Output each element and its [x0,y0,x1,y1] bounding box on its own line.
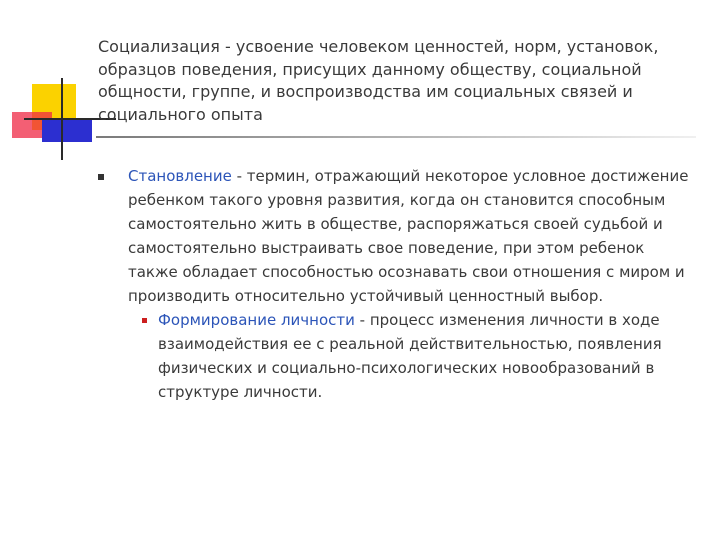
square-bullet-icon [98,174,104,180]
term-becoming: Становление [128,167,232,185]
slide-title: Социализация - усвоение человеком ценностей, норм, установок, образцов поведения, присущих данному обществу, социальной общности, группе, и воспроизводства им социальных связей и социального опыта [98,37,659,124]
title-divider [96,136,696,138]
red-square-bullet-icon [142,318,147,323]
sub-list-item [128,308,698,404]
definition-text: - процесс изменения личности в ходе взаимодействия ее с реальной действительностью, появления физических и социально-психологических новообразований в структуре личности. [158,311,662,401]
term-personality-formation: Формирование личности [158,311,355,329]
sub-list [128,308,698,404]
definition-text: - термин, отражающий некоторое условное достижение ребенком такого уровня развития, когда он становится способным самостоятельно жить в обществе, распоряжаться своей судьбой и самостоятельно выстраивать свое поведение, при этом ребенок также обладает способностью осознавать свои отношения с миром и производить относительно устойчивый ценностный выбор. [128,167,689,305]
decor-blue-rectangle [42,120,92,142]
list-item [98,164,698,404]
body-list [98,164,698,404]
